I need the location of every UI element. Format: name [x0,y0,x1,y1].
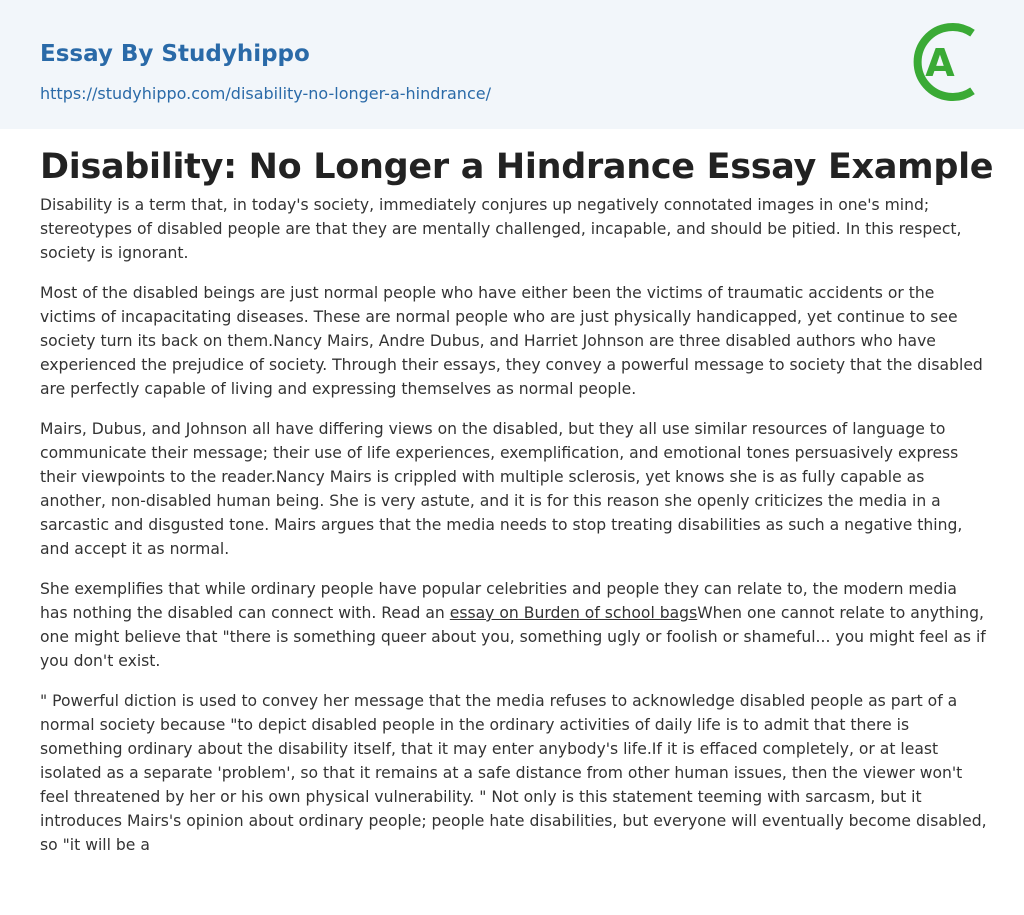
logo-letter: A [925,41,955,85]
article-content [40,145,994,873]
site-header [0,0,1024,129]
studyhippo-logo-icon[interactable] [912,19,986,105]
brand-title[interactable]: Essay By Studyhippo [40,41,310,67]
paragraph-4-text-before: She exemplifies that while ordinary people have popular celebrities and people they can relate to, the modern media has nothing the disabled can connect with. Read an [40,580,957,622]
paragraph-5: " Powerful diction is used to convey her message that the media refuses to acknowledge disabled people as part of a normal society because "to depict disabled people in the ordinary activities of daily life is to admit that there is something ordinary about the disability itself, that it may enter anybody's life.If it is effaced completely, or at least isolated as a separate 'problem', so that it remains at a safe distance from other human issues, then the viewer won't feel threatened by her or his own physical vulnerability. " Not only is this statement teeming with sarcasm, but it introduces Mairs's opinion about ordinary people; people hate disabilities, but everyone will eventually become disabled, so "it will be a [40,692,987,854]
paragraph-3: Mairs, Dubus, and Johnson all have differing views on the disabled, but they all use similar resources of language to communicate their message; their use of life experiences, exemplification, and emotional tones persuasively express their viewpoints to the reader.Nancy Mairs is crippled with multiple sclerosis, yet knows she is as fully capable as another, non-disabled human being. She is very astute, and it is for this reason she openly criticizes the media in a sarcastic and disgusted tone. Mairs argues that the media needs to stop treating disabilities as such a negative thing, and accept it as normal. [40,420,963,558]
paragraph-1: Disability is a term that, in today's society, immediately conjures up negatively connotated images in one's mind; stereotypes of disabled people are that they are mentally challenged, incapable, and should be pitied. In this respect, society is ignorant. [40,196,962,262]
paragraph-4-text-after: When one cannot relate to anything, one might believe that "there is something queer about you, something ugly or foolish or shameful... you might feel as if you don't exist. [40,604,986,670]
related-essay-link[interactable]: essay on Burden of school bags [449,604,698,622]
paragraph-2: Most of the disabled beings are just normal people who have either been the victims of traumatic accidents or the victims of incapacitating diseases. These are normal people who are just physically handicapped, yet continue to see society turn its back on them.Nancy Mairs, Andre Dubus, and Harriet Johnson are three disabled authors who have experienced the prejudice of society. Through their essays, they convey a powerful message to society that the disabled are perfectly capable of living and expressing themselves as normal people. [40,284,983,398]
paragraph-4 [40,577,988,673]
page-url-link[interactable]: https://studyhippo.com/disability-no-longer-a-hindrance/ [40,84,491,103]
page-title: Disability: No Longer a Hindrance Essay Example [40,147,994,187]
